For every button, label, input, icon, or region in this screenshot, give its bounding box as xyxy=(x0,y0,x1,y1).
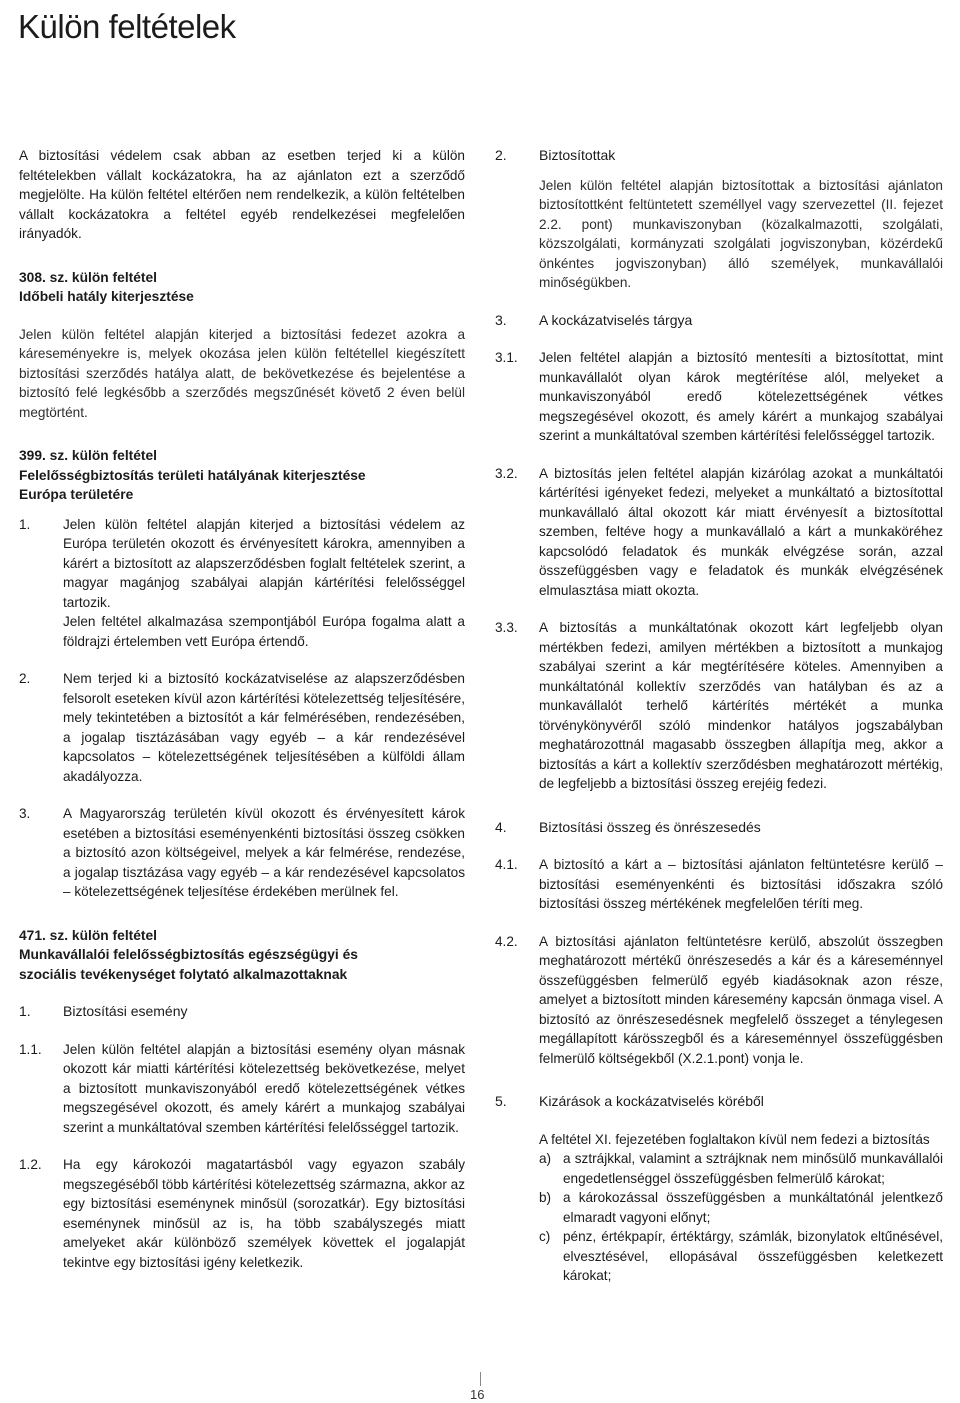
exclusion-item xyxy=(539,1149,943,1188)
section-5-intro: A feltétel XI. fejezetében foglaltakon kívül nem fedezi a biztosítás xyxy=(539,1131,930,1147)
item-text: Jelen külön feltétel alapján a biztosítási esemény olyan másnak okozott kár miatti kártérítési kötelezettség bekövetkezése, melyet a biztosított munkaviszonyából eredő kötelezettségének vétkes megszegésével okozott, és amely kárért a munkajog szabályai szerint a munkáltatóval szemben kártérítési felelősséggel tartozik. xyxy=(63,1041,465,1135)
page-number: 16 xyxy=(470,1387,485,1402)
section-heading-3 xyxy=(495,311,943,331)
item-number: 4.1. xyxy=(495,857,518,872)
item-text: A biztosítási ajánlaton feltüntetésre kerülő, abszolút összegben meghatározott mértékű önrészesedés a kár és a káreseménnyel összefüggésben felmerülő egyéb kiadásoknak azon része, amelyet a biztosított minden káresemény kapcsán önmaga visel. A biztosító az önrészesedésnek megfelelő összeget a ténylegesen megállapított kárösszegből és a káreseménnyel összefüggésben felmerülő költségekből (X.2.1.pont) vonja le. xyxy=(539,933,943,1066)
section-3-item xyxy=(495,464,943,601)
item-number: 3. xyxy=(19,806,31,821)
s399-item xyxy=(19,804,465,902)
section-heading-2 xyxy=(495,146,943,166)
section-title: A kockázatviselés tárgya xyxy=(539,311,693,328)
section-2-text: Jelen külön feltétel alapján biztosítottak a biztosítási ajánlaton biztosítottként feltüntetett személlyel vagy szervezettel (II. fejezet 2.2. pont) munkaviszonyban (közalkalmazotti, szolgálati, közszolgálati, kormányzati szolgálati jogviszonyban, közérdekű önkéntes jogviszonyban) álló személyek, munkavállalói minőségükben. xyxy=(539,177,943,290)
left-column xyxy=(19,146,465,1272)
item-text: a sztrájkkal, valamint a sztrájknak nem minősülő munkavállalói engedetlenséggel összefüggésben felmerülő károkat; xyxy=(563,1151,943,1186)
s308-number: 308. sz. külön feltétel xyxy=(19,269,158,285)
s471-title-line1: Munkavállalói felelősségbiztosítás egészségügyi és xyxy=(19,947,358,962)
s471-item xyxy=(19,1155,465,1272)
item-number: 1.1. xyxy=(19,1041,42,1057)
item-text: A biztosítás jelen feltétel alapján kizárólag azokat a munkáltatói kártérítési igényeket fedezi, melyeket a munkáltató a biztosítottal munkavállaló által okozott kár miatt érvényesít a biztosítottal szemben, feltéve hogy a munkavállaló a kárt a munkaköréhez kapcsolódó feladatok és munkák elvégzése során, azzal összefüggésben vagy e feladatok és munkák elvégzésének elmulasztása miatt okozta. xyxy=(539,465,943,598)
item-number: 1. xyxy=(19,516,31,532)
s471-title-line2: szociális tevékenységet folytató alkalmazottaknak xyxy=(19,966,348,982)
section-title: Biztosítási összeg és önrészesedés xyxy=(539,818,761,835)
item-text: Jelen külön feltétel alapján kiterjed a biztosítási védelem az Európa területén okozott és érvényesített károkra, amennyiben a kárért a biztosított az alapszerződésben foglalt feltételek szerint, a magyar magánjog szabályai alapján kártérítési felelősséggel tartozik. xyxy=(63,516,465,610)
item-text: a károkozással összefüggésben a munkáltatónál jelentkező elmaradt vagyoni előnyt; xyxy=(563,1190,943,1225)
item-letter: a) xyxy=(539,1151,552,1166)
section-3-item xyxy=(495,618,943,794)
section-title: Kizárások a kockázatviselés köréből xyxy=(539,1093,764,1109)
item-text: Jelen feltétel alapján a biztosító mentesíti a biztosítottat, mint munkavállalót olyan károk megtérítése alól, melyeket a munkaviszonyából eredő kötelezettségének vétkes megszegésével okozott, és amely kárért a munkajog szabályai szerint a munkáltatóval szemben kártérítési felelősséggel tartozik. xyxy=(539,350,943,443)
page-number-divider xyxy=(480,1372,481,1386)
item-number: 1.2. xyxy=(19,1157,42,1172)
item-number: 3.3. xyxy=(495,620,518,635)
page-title: Külön feltételek xyxy=(18,8,236,45)
s399-item xyxy=(19,515,465,652)
section-heading-5 xyxy=(495,1092,943,1112)
section-number: 3. xyxy=(495,311,507,328)
section-heading-4 xyxy=(495,818,943,838)
item-text: A Magyarország területén kívül okozott és érvényesített károk esetében a biztosítási eseményenkénti biztosítási összeg csökken a biztosító azon költségeivel, melyek a kár felmérése, rendezése, a jogalap tisztázása vagy egyéb – a kár rendezésével kapcsolatos – kötelezettségének teljesítése érdekében merülnek fel. xyxy=(63,806,465,899)
s399-title-line2: Európa területére xyxy=(19,487,134,502)
item-number: 4.2. xyxy=(495,933,518,949)
s399-title-line1: Felelősségbiztosítás területi hatályának kiterjesztése xyxy=(19,467,366,483)
section-number: 1. xyxy=(19,1003,31,1019)
exclusion-item xyxy=(539,1188,943,1227)
item-text-continued: Jelen feltétel alkalmazása szempontjából Európa fogalma alatt a földrajzi értelemben vett Európa értendő. xyxy=(63,614,465,649)
s471-item xyxy=(19,1040,465,1138)
s399-number: 399. sz. külön feltétel xyxy=(19,448,158,463)
item-text: A biztosítás a munkáltatónak okozott kárt legfeljebb olyan mértékben fedezi, amilyen mértékben a biztosított a munkajog szabályai szerint a kár megtérítésére köteles. Amennyiben a munkáltatónál kollektív szerződés van hatályban és az a munkavállalót terhelő kártérítés mértékét a munka törvénykönyvéről szóló mindenkor hatályos jogszabályban meghatározottnál magasabb összegben állapítja meg, akkor a biztosítás a kárt a kollektív szerződésben meghatározott mértékig, de legfeljebb a biztosítási összeg erejéig fedezi. xyxy=(539,620,943,791)
item-text: A biztosító a kárt a – biztosítási ajánlaton feltüntetésre kerülő – biztosítási eseményenkénti és biztosítási időszakra szóló biztosítási összeg mértékének megfelelően téríti meg. xyxy=(539,857,943,911)
item-number: 3.1. xyxy=(495,350,518,365)
section-title: Biztosítottak xyxy=(539,147,616,163)
item-text: Ha egy károkozói magatartásból vagy egyazon szabály megszegéséből több kártérítési kötelezettség származna, akkor az egy biztosítási eseménynek minősül (sorozatkár). Egy biztosítási eseménynek minősül az is, ha több szabályszegés miatt amelyeket akár különböző személyek követtek el jogalapját tekintve egy biztosítási igény keletkezik. xyxy=(63,1157,465,1270)
section-number: 5. xyxy=(495,1093,507,1109)
section-number: 2. xyxy=(495,147,507,163)
exclusion-item xyxy=(539,1227,943,1286)
intro-paragraph: A biztosítási védelem csak abban az esetben terjed ki a külön feltételekben vállalt kockázatokra, ha az ajánlaton ezt a szerződő megjelölte. Ha külön feltétel eltérően nem rendelkezik, a külön feltételben vállalt kockázatokra a feltétel egyéb rendelkezései megfelelően irányadók. xyxy=(19,148,465,241)
section-4-item xyxy=(495,932,943,1069)
s399-item xyxy=(19,669,465,786)
section-3-item xyxy=(495,348,943,446)
item-number: 3.2. xyxy=(495,465,518,481)
s308-text: Jelen külön feltétel alapján kiterjed a biztosítási fedezet azokra a káreseményekre is, melyek okozása jelen külön feltétellel kiegészített biztosítási szerződés hatálya alatt, de bekövetkezése és bejelentése a biztosító felé legkésőbb a szerződés megszűnését követő 2 éven belül megtörtént. xyxy=(19,326,465,420)
section-4-item xyxy=(495,855,943,914)
s471-number: 471. sz. külön feltétel xyxy=(19,927,158,943)
s308-title: Időbeli hatály kiterjesztése xyxy=(19,289,194,304)
item-number: 2. xyxy=(19,671,31,686)
right-column xyxy=(495,146,943,1286)
item-letter: c) xyxy=(539,1229,551,1244)
item-text: Nem terjed ki a biztosító kockázatviselése az alapszerződésben felsorolt eseteken kívül azon kártérítési kötelezettség teljesítésére, mely tekintetében a biztosítót a kár felmérésében, rendezésében, a jogalap tisztázásában vagy egyéb – a kár rendezésével kapcsolatos – kötelezettségének teljesítésében a külföldi állam akadályozza. xyxy=(63,671,465,784)
section-title: Biztosítási esemény xyxy=(63,1003,188,1019)
s471-section-heading xyxy=(19,1002,465,1022)
item-text: pénz, értékpapír, értéktárgy, számlák, bizonylatok eltűnésével, elvesztésével, ellopásával összefüggésben keletkezett károkat; xyxy=(563,1229,943,1283)
section-number: 4. xyxy=(495,818,507,835)
item-letter: b) xyxy=(539,1190,552,1205)
